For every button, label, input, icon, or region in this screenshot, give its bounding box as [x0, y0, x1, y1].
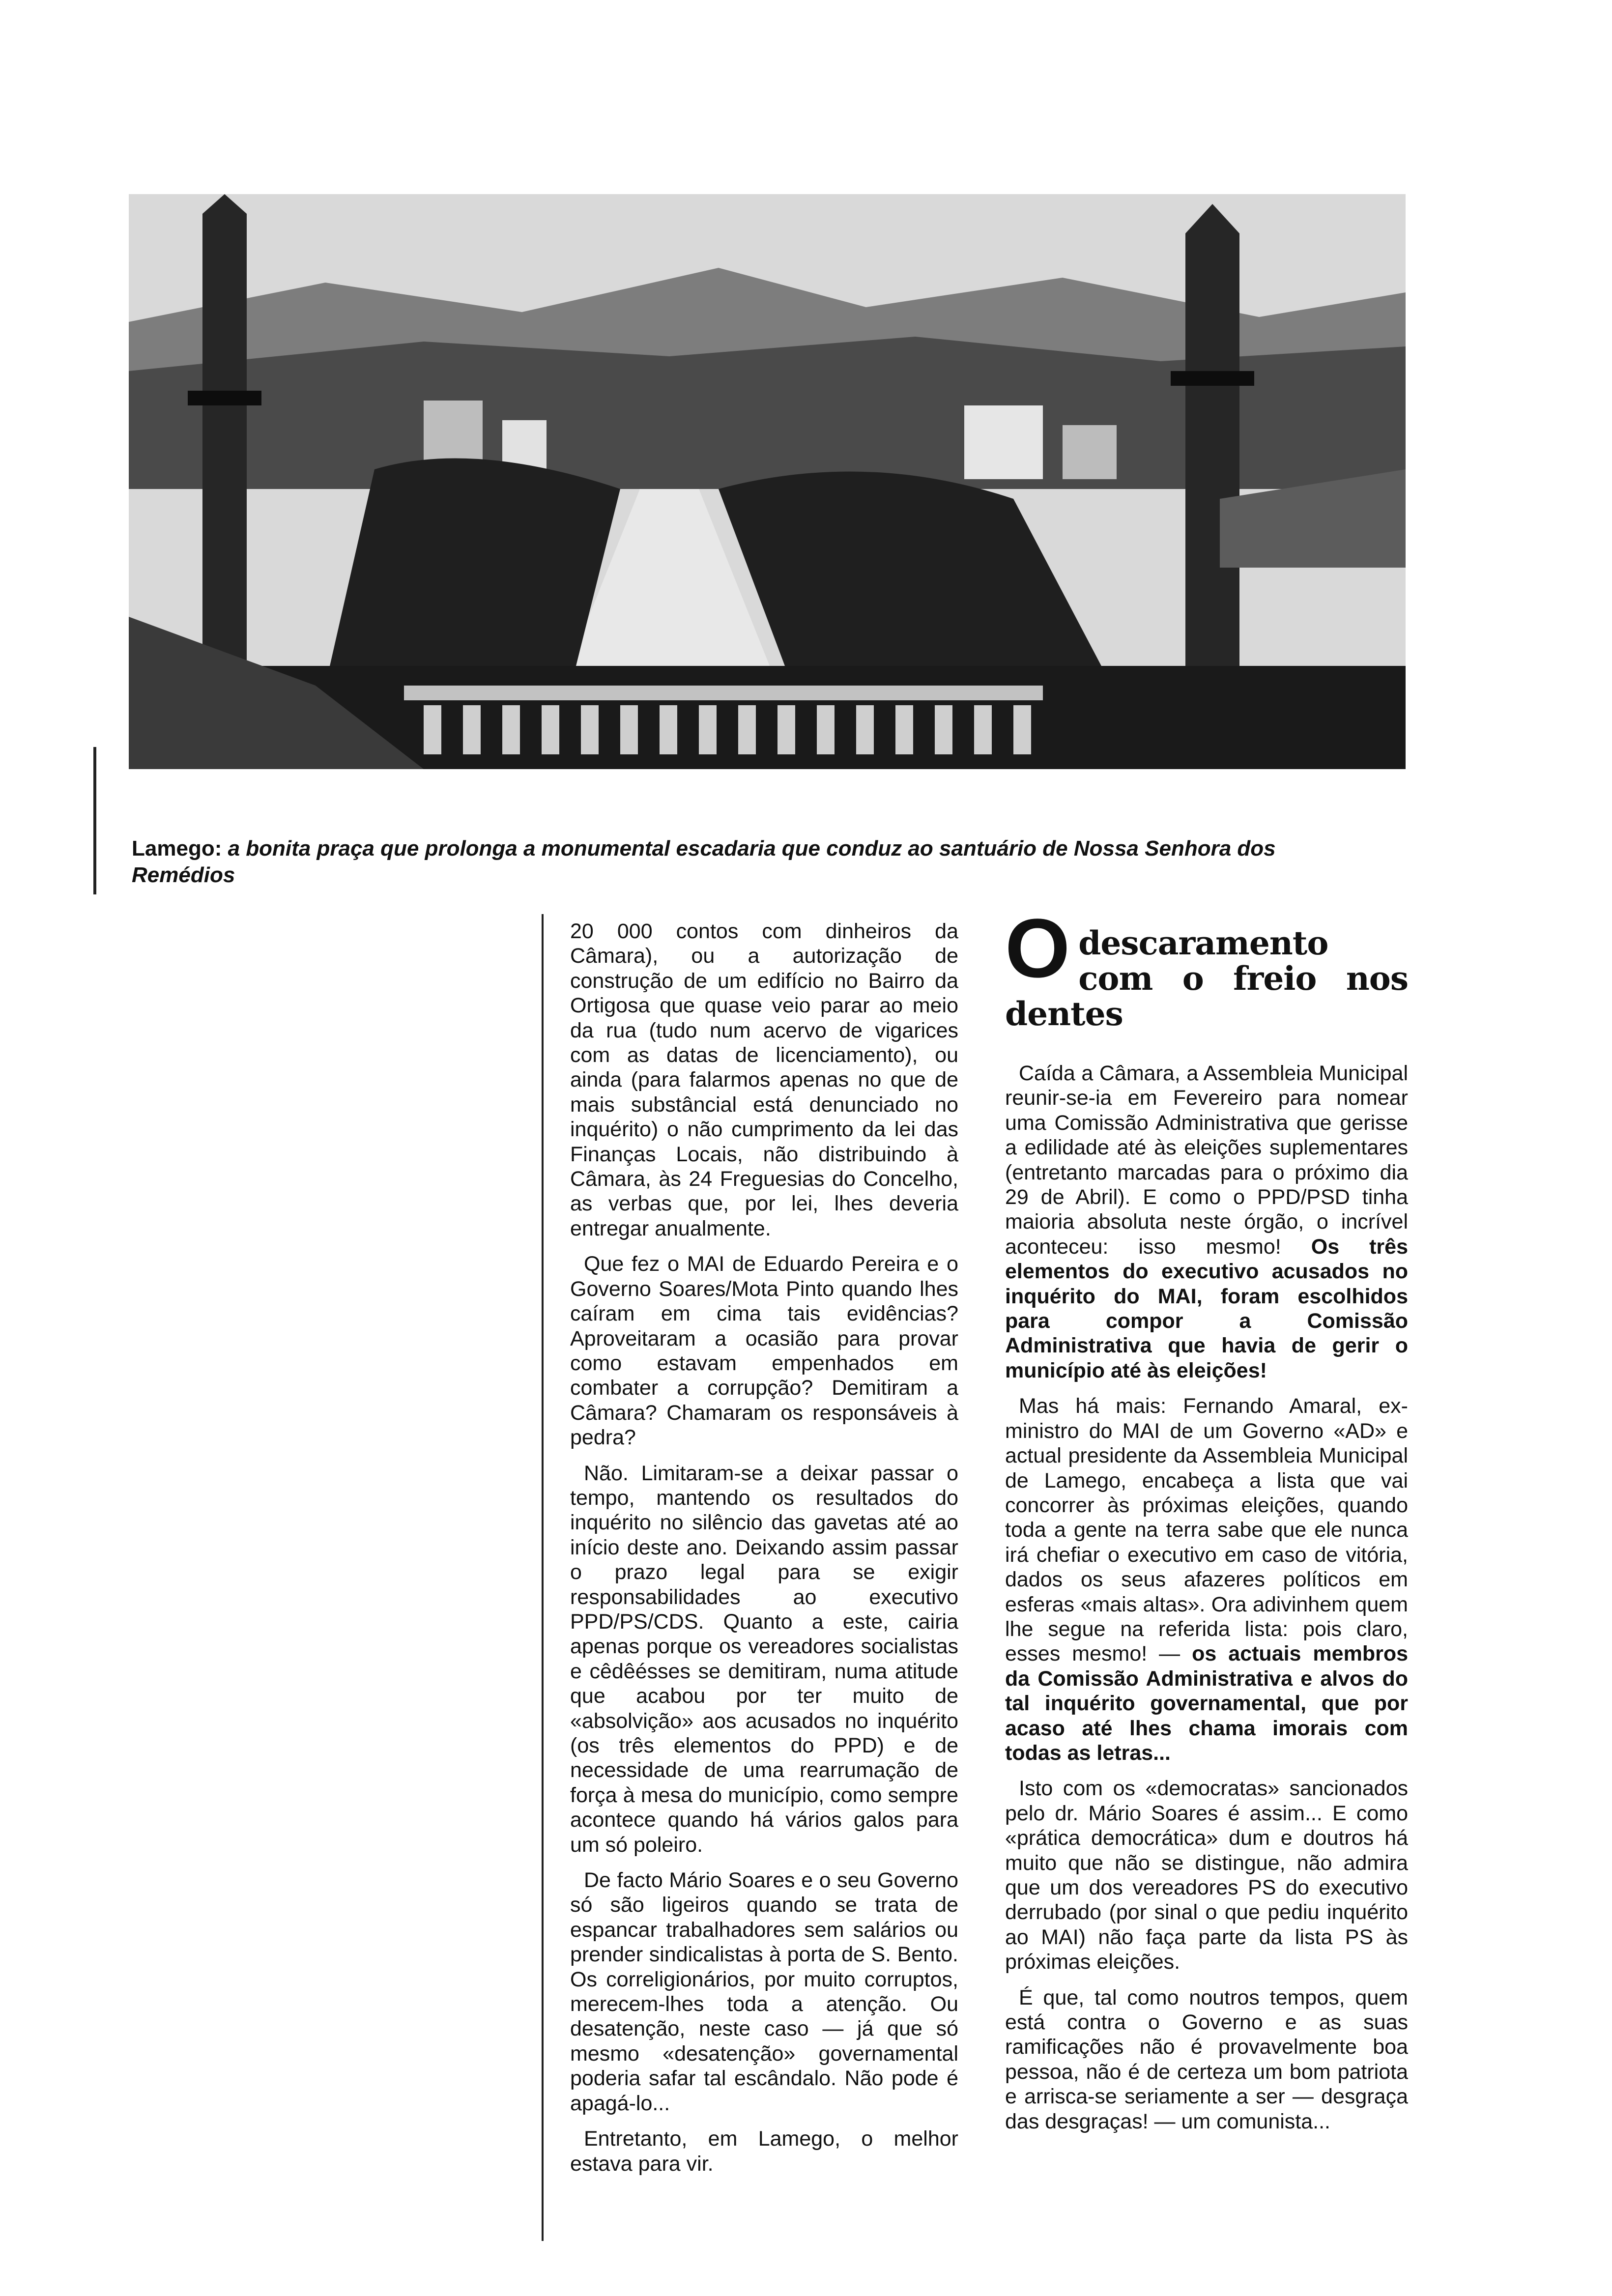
headline-line-2: com o freio nos dentes [1005, 959, 1408, 1033]
paragraph-text: Mas há mais: Fernando Amaral, ex-ministro do MAI de um Governo «AD» e actual presidente da Assembleia Municipal de Lamego, encabeça a lista que vai concorrer às próximas eleições, quando toda a gente na terra sabe que ele nunca irá chefiar o executivo em caso de vitória, dados os seus afazeres políticos em esferas «mais altas». Ora adivinhem quem lhe segue na referida lista: pois claro, esses mesmo! — [1005, 1394, 1408, 1666]
headline-line-1: descaramento [1078, 924, 1328, 962]
paragraph: Que fez o MAI de Eduardo Pereira e o Governo Soares/Mota Pinto quando lhes caíram em cima tais evidências? Aproveitaram a ocasião para provar como estavam empenhados em combater a corrupção? Demitiram a Câmara? Chamaram os responsáveis à pedra? [570, 1252, 958, 1450]
paragraph: Entretanto, em Lamego, o melhor estava para vir. [570, 2127, 958, 2176]
photo-caption [132, 835, 1360, 889]
caption-description: a bonita praça que prolonga a monumental escadaria que conduz ao santuário de Nossa Senhora dos Remédios [132, 836, 1276, 887]
paragraph [1005, 1394, 1408, 1765]
caption-place: Lamego: [132, 836, 222, 861]
paragraph: É que, tal como noutros tempos, quem está contra o Governo e as suas ramificações não é provavelmente boa pessoa, não é de certeza um bom patriota e arrisca-se seriamente a ser — desgraça das desgraças! — um comunista... [1005, 1985, 1408, 2133]
lamego-photo [129, 194, 1406, 769]
paragraph: 20 000 contos com dinheiros da Câmara), ou a autorização de construção de um edifício no Bairro da Ortigosa que quase veio parar ao meio da rua (tudo num acervo de vigarices com as datas de licenciamento), ou ainda (para falarmos apenas no que de mais substâncial está denunciado no inquérito) o não cumprimento da lei das Finanças Locais, não distribuindo à Câmara, às 24 Freguesias do Concelho, as verbas que, por lei, lhes deveria entregar anualmente. [570, 919, 958, 1240]
paragraph-bold-text: os actuais membros da Comissão Administrativa e alvos do tal inquérito governamental, que por acaso até lhes chama imorais com todas as letras... [1005, 1642, 1408, 1765]
paragraph [1005, 1061, 1408, 1383]
photograph-of-lamego-square-icon [129, 194, 1406, 769]
headline-drop-letter: O [1005, 902, 1070, 995]
paragraph-text: Caída a Câmara, a Assembleia Municipal reunir-se-ia em Fevereiro para nomear uma Comissão Administrativa que gerisse a edilidade até às eleições suplementares (entretanto marcadas para o próximo dia 29 de Abril). E como o PPD/PSD tinha maioria absoluta neste órgão, o incrível aconteceu: isso mesmo! [1005, 1062, 1408, 1259]
caption-rule [93, 747, 96, 894]
paragraph: Não. Limitaram-se a deixar passar o tempo, mantendo os resultados do inquérito no silêncio das gavetas até ao início deste ano. Deixando assim passar o prazo legal para se exigir responsabilidades ao executivo PPD/PS/CDS. Quanto a este, cairia apenas porque os vereadores socialistas e cêdêésses se demitiram, numa atitude que acabou por ter muito de «absolvição» aos acusados no inquérito (os três elementos do PPD) e de necessidade de uma rearrumação de força à mesa do município, como sempre acontece quando há vários galos para um só poleiro. [570, 1461, 958, 1857]
column-rule [542, 914, 544, 2241]
article-column-2 [1005, 902, 1408, 2145]
section-headline [1005, 902, 1408, 1033]
paragraph: De facto Mário Soares e o seu Governo só são ligeiros quando se trata de espancar trabalhadores sem salários ou prender sindicalistas à porta de S. Bento. Os correligionários, por muito corruptos, merecem-lhes toda a atenção. Ou desatenção, neste caso — já que só mesmo «desatenção» governamental poderia safar tal escândalo. Não pode é apagá-lo... [570, 1868, 958, 2115]
paragraph: Isto com os «democratas» sancionados pelo dr. Mário Soares é assim... E como «prática democrática» dum e doutros há muito que não se distingue, não admira que um dos vereadores PS do executivo derrubado (por sinal o que pediu inquérito ao MAI) não faça parte da lista PS às próximas eleições. [1005, 1777, 1408, 1974]
paragraph-bold-text: Os três elementos do executivo acusados no inquérito do MAI, foram escolhidos para compor a Comissão Administrativa que havia de gerir o município até às eleições! [1005, 1234, 1408, 1382]
article-column-1 [570, 919, 958, 2187]
